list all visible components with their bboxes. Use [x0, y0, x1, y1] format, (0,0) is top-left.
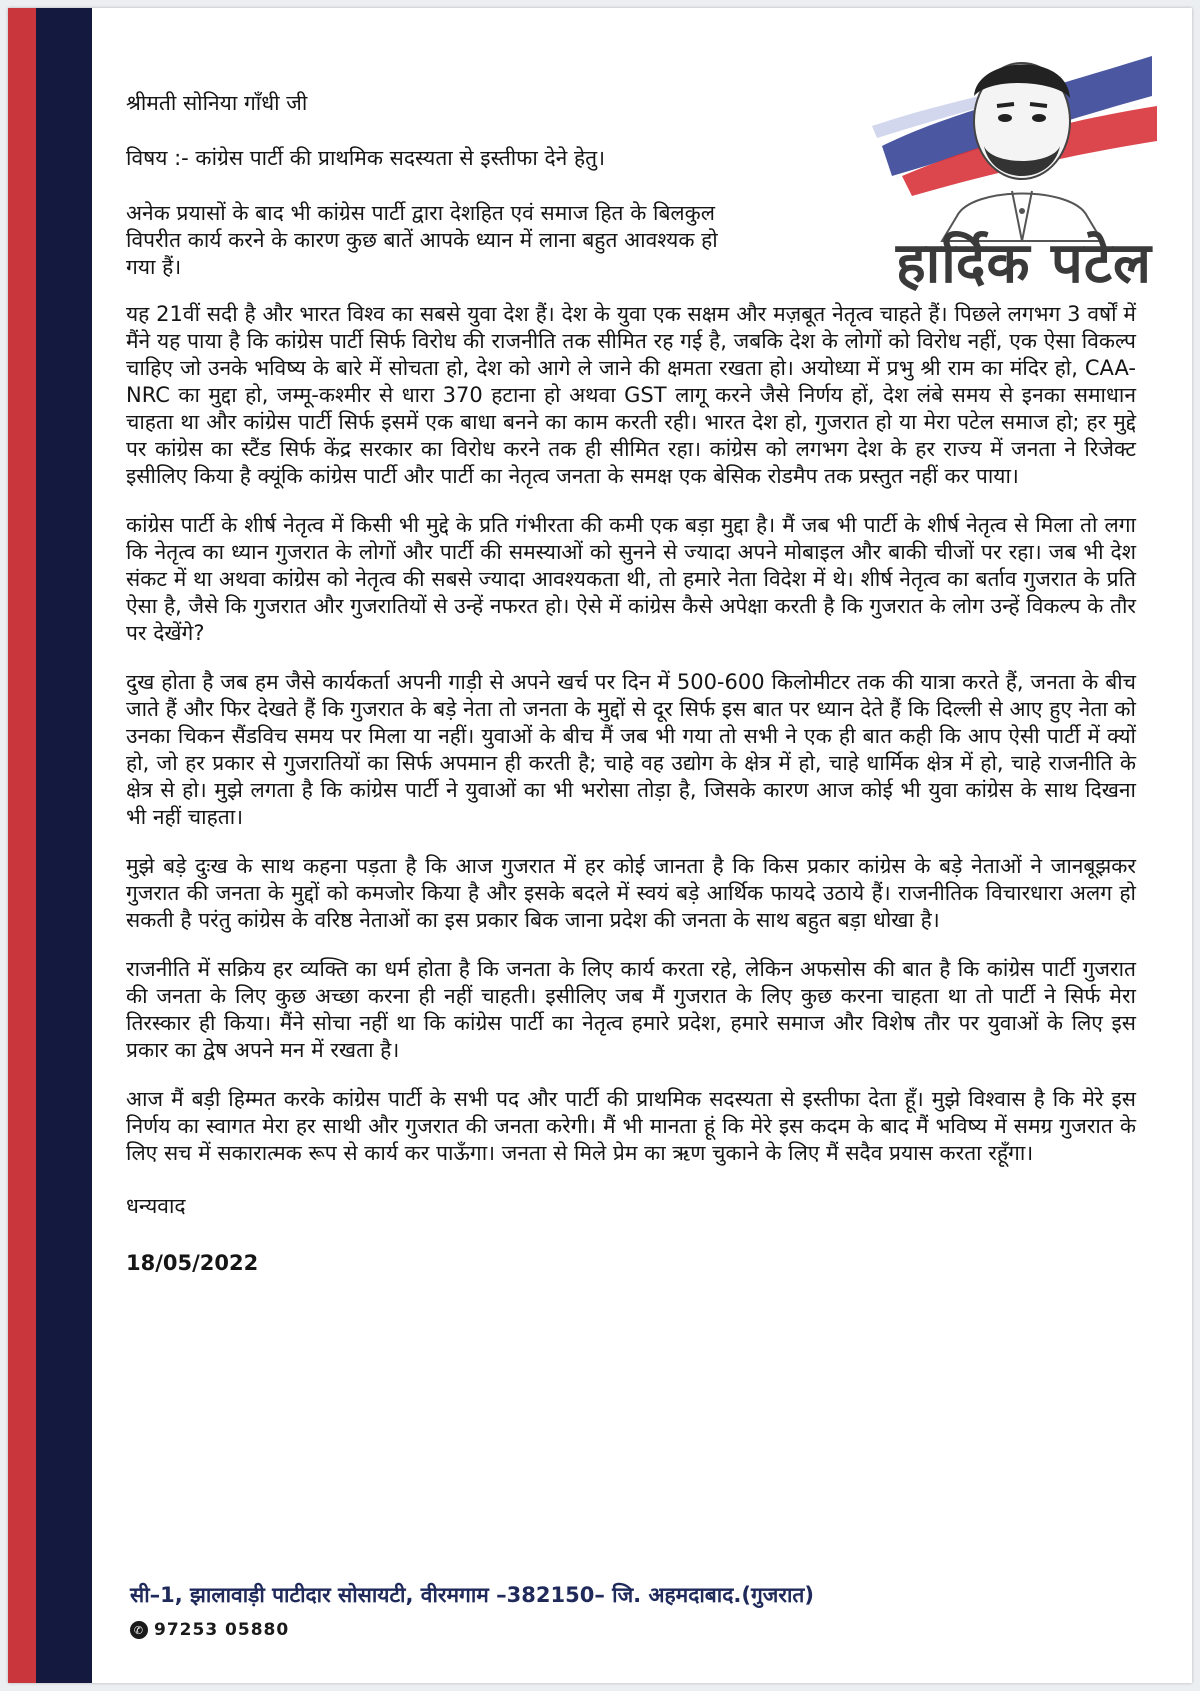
- subject-line: विषय :- कांग्रेस पार्टी की प्राथमिक सदस्यता से इस्तीफा देने हेतु।: [126, 146, 606, 170]
- phone-number: 97253 05880: [154, 1620, 290, 1640]
- paragraph: मुझे बड़े दुःख के साथ कहना पड़ता है कि आज गुजरात में हर कोई जानता है कि किस प्रकार कांग्रेस के बड़े नेताओं ने जानबूझकर गुजरात की जनता के मुद्दों को कमजोर किया है और इसके बदले में स्वयं बड़े आर्थिक फायदे उठाये हैं। राजनीतिक विचारधारा अलग हो सकती है परंतु कांग्रेस के वरिष्ठ नेताओं का इस प्रकार बिक जाना प्रदेश की जनता के साथ बहुत बड़ा धोखा है।: [126, 854, 1136, 932]
- footer-address: सी–1, झालावाड़ी पाटीदार सोसायटी, वीरमगाम –382150– जि. अहमदाबाद.(गुजरात): [130, 1583, 814, 1607]
- letter-date: 18/05/2022: [126, 1251, 259, 1275]
- closing: धन्यवाद: [126, 1194, 186, 1218]
- author-name-logo: हार्दिक पटेल: [896, 231, 1152, 296]
- letter-body: [126, 90, 1136, 1277]
- letter-page: [8, 8, 1192, 1683]
- paragraph: आज मैं बड़ी हिम्मत करके कांग्रेस पार्टी के सभी पद और पार्टी की प्राथमिक सदस्यता से इस्तीफा देता हूँ। मुझे विश्वास है कि मेरे इस निर्णय का स्वागत मेरा हर साथी और गुजरात की जनता करेगी। मैं भी मानता हूं कि मेरे इस कदम के बाद मैं भविष्य में समग्र गुजरात के लिए सच में सकारात्मक रूप से कार्य कर पाऊँगा। जनता से मिले प्रेम का ऋण चुकाने के लिए मैं सदैव प्रयास करता रहूँगा।: [126, 1087, 1136, 1165]
- paragraph: राजनीति में सक्रिय हर व्यक्ति का धर्म होता है कि जनता के लिए कार्य करता रहे, लेकिन अफसोस की बात है कि कांग्रेस पार्टी गुजरात की जनता के लिए कुछ अच्छा करना ही नहीं चाहती। इसीलिए जब मैं गुजरात के लिए कुछ करना चाहता था तो पार्टी ने सिर्फ मेरा तिरस्कार ही किया। मैंने सोचा नहीं था कि कांग्रेस पार्टी का नेतृत्व हमारे प्रदेश, हमारे समाज और विशेष तौर पर युवाओं के लिए इस प्रकार का द्वेष अपने मन में रखता है।: [126, 957, 1136, 1062]
- salutation: श्रीमती सोनिया गाँधी जी: [126, 91, 308, 115]
- red-border-stripe: [8, 8, 36, 1683]
- phone-icon: ✆: [130, 1621, 148, 1639]
- paragraph: कांग्रेस पार्टी के शीर्ष नेतृत्व में किसी भी मुद्दे के प्रति गंभीरता की कमी एक बड़ा मुद्दा है। मैं जब भी पार्टी के शीर्ष नेतृत्व से मिला तो लगा कि नेतृत्व का ध्यान गुजरात के लोगों और पार्टी की समस्याओं को सुनने से ज्यादा अपने मोबाइल और बाकी चीजों पर रहा। जब भी देश संकट में था अथवा कांग्रेस को नेतृत्व की सबसे ज्यादा आवश्यकता थी, तो हमारे नेता विदेश में थे। शीर्ष नेतृत्व का बर्ताव गुजरात के प्रति ऐसा है, जैसे कि गुजरात और गुजरातियों से उन्हें नफरत हो। ऐसे में कांग्रेस कैसे अपेक्षा करती है कि गुजरात के लोग उन्हें विकल्प के तौर पर देखेंगे?: [126, 513, 1136, 645]
- footer-phone: [130, 1620, 289, 1640]
- intro-paragraph: अनेक प्रयासों के बाद भी कांग्रेस पार्टी द्वारा देशहित एवं समाज हित के बिलकुल विपरीत कार्य करने के कारण कुछ बातें आपके ध्यान में लाना बहुत आवश्यक हो गया हैं।: [126, 201, 718, 279]
- navy-border-stripe: [36, 8, 92, 1683]
- paragraph: दुख होता है जब हम जैसे कार्यकर्ता अपनी गाड़ी से अपने खर्च पर दिन में 500-600 किलोमीटर तक की यात्रा करते हैं, जनता के बीच जाते हैं और फिर देखते हैं कि गुजरात के बड़े नेता तो जनता के मुद्दों से दूर सिर्फ इस बात पर ध्यान देते हैं कि दिल्ली से आए हुए नेता को उनका चिकन सैंडविच समय पर मिला या नहीं। युवाओं के बीच मैं जब भी गया तो सभी ने एक ही बात कही कि आप ऐसी पार्टी में क्यों हो, जो हर प्रकार से गुजरातियों का सिर्फ अपमान ही करती है; चाहे वह उद्योग के क्षेत्र में हो, चाहे धार्मिक क्षेत्र में हो, चाहे राजनीति के क्षेत्र से हो। मुझे लगता है कि कांग्रेस पार्टी ने युवाओं का भी भरोसा तोड़ा है, जिसके कारण आज कोई भी युवा कांग्रेस के साथ दिखना भी नहीं चाहता।: [126, 670, 1136, 829]
- paragraph: यह 21वीं सदी है और भारत विश्व का सबसे युवा देश हैं। देश के युवा एक सक्षम और मज़बूत नेतृत्व चाहते हैं। पिछले लगभग 3 वर्षों में मैंने यह पाया है कि कांग्रेस पार्टी सिर्फ विरोध की राजनीति तक सीमित रह गई है, जबकि देश के लोगों को विरोध नहीं, एक ऐसा विकल्प चाहिए जो उनके भविष्य के बारे में सोचता हो, देश को आगे ले जाने की क्षमता रखता हो। अयोध्या में प्रभु श्री राम का मंदिर हो, CAA-NRC का मुद्दा हो, जम्मू-कश्मीर से धारा 370 हटाना हो अथवा GST लागू करने जैसे निर्णय हों, देश लंबे समय से इनका समाधान चाहता था और कांग्रेस पार्टी सिर्फ इसमें एक बाधा बनने का काम करती रही। भारत देश हो, गुजरात हो या मेरा पटेल समाज हो; हर मुद्दे पर कांग्रेस का स्टैंड सिर्फ केंद्र सरकार का विरोध करने तक ही सीमित रहा। कांग्रेस को लगभग देश के हर राज्य में जनता ने रिजेक्ट इसीलिए किया है क्यूंकि कांग्रेस पार्टी और पार्टी का नेतृत्व जनता के समक्ष एक बेसिक रोडमैप तक प्रस्तुत नहीं कर पाया।: [126, 302, 1136, 488]
